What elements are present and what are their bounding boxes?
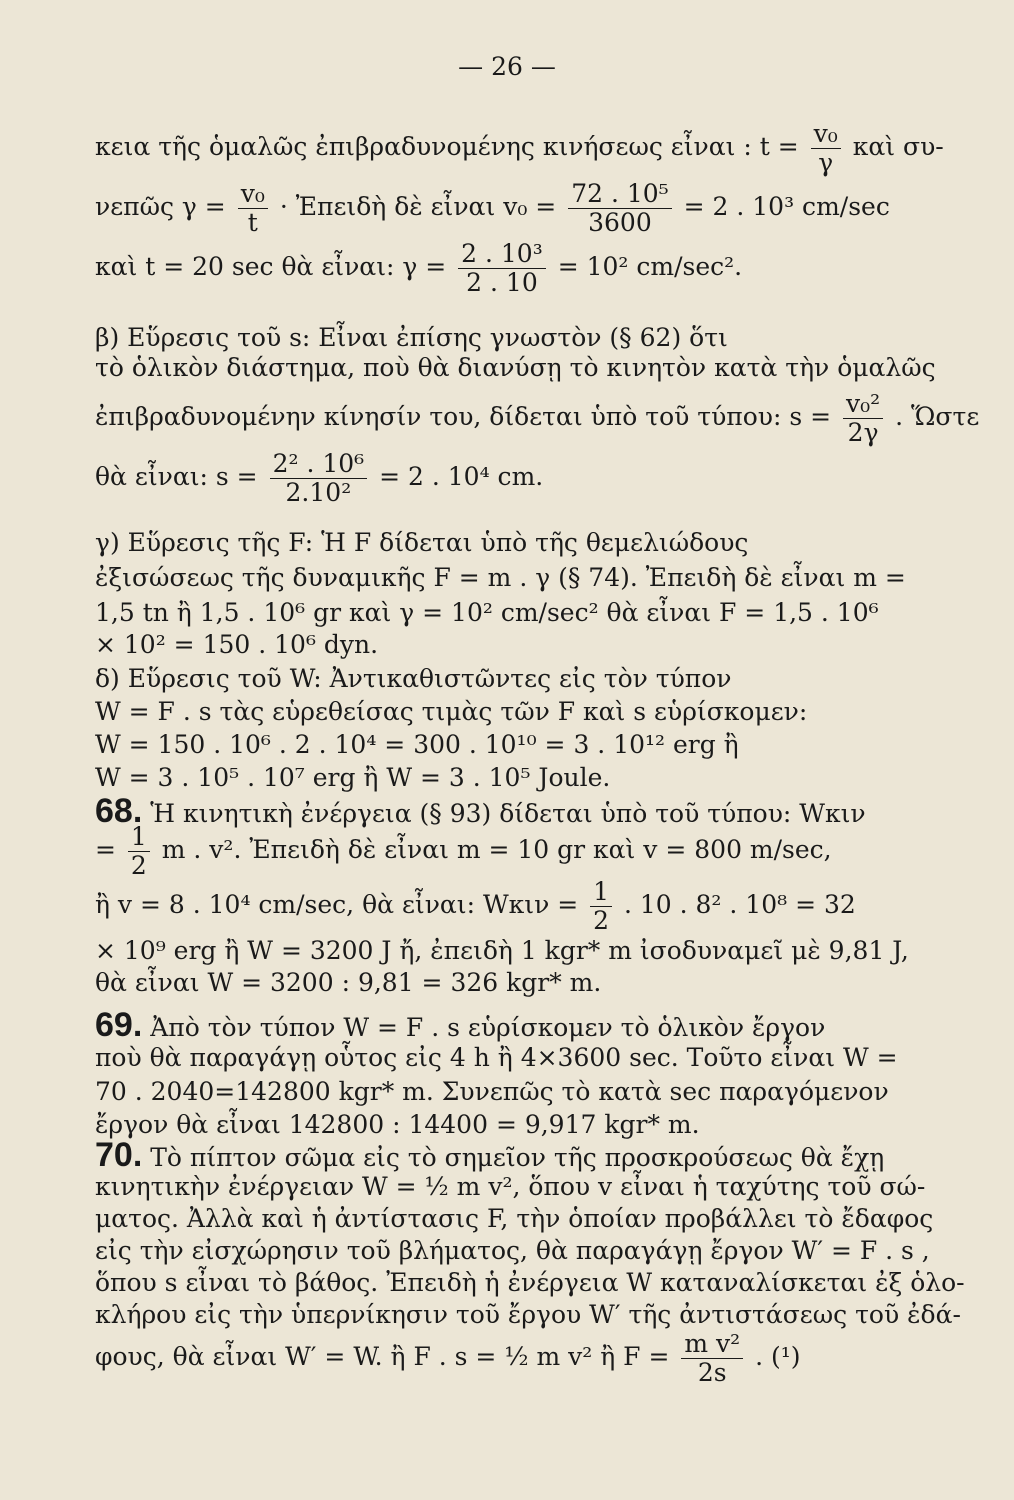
line-15: W = 3 . 10⁵ . 10⁷ erg ἢ W = 3 . 10⁵ Joule. — [95, 763, 611, 792]
paragraph-68-line-3: ἢ v = 8 . 10⁴ cm/sec, θὰ εἶναι: Wκιν = $\frac{1}{2}$ . 10 . 8² . 10⁸ = 32 — [95, 877, 856, 935]
problem-number: 70. — [95, 1136, 143, 1174]
paragraph-70-line-4: εἰς τὴν εἰσχώρησιν τοῦ βλήματος, θὰ παραγάγῃ ἔργον W′ = F . s , — [95, 1236, 930, 1265]
paragraph-68-line-2: = $\frac{1}{2}$ m . v². Ἐπειδὴ δὲ εἶναι m = 10 gr καὶ v = 800 m/sec, — [95, 822, 832, 880]
paragraph-69-line-4: ἔργον θὰ εἶναι 142800 : 14400 = 9,917 kgr* m. — [95, 1110, 700, 1139]
problem-number: 69. — [95, 1006, 143, 1044]
line-10: 1,5 tn ἢ 1,5 . 10⁶ gr καὶ γ = 10² cm/sec² θὰ εἶναι F = 1,5 . 10⁶ — [95, 598, 879, 627]
paragraph-70-line-3: ματος. Ἀλλὰ καὶ ἡ ἀντίστασις F, τὴν ὁποίαν προβάλλει τὸ ἔδαφος — [95, 1204, 934, 1233]
line-1: κεια τῆς ὁμαλῶς ἐπιβραδυνομένης κινήσεως εἶναι : t = $\frac{\text{v₀}}{\gamma}$ καὶ συ- — [95, 119, 944, 177]
paragraph-69-line-2: ποὺ θὰ παραγάγῃ οὗτος εἰς 4 h ἢ 4×3600 sec. Τοῦτο εἶναι W = — [95, 1043, 898, 1072]
page-number: — 26 — — [458, 52, 556, 81]
line-7: θὰ εἶναι: s = $\frac{\text{2² . 10⁶}}{\text{2.10²}}$ = 2 . 10⁴ cm. — [95, 449, 544, 507]
paragraph-70-line-6: κλήρου εἰς τὴν ὑπερνίκησιν τοῦ ἔργου W′ τῆς ἀντιστάσεως τοῦ ἐδά- — [95, 1300, 961, 1329]
paragraph-70-line-1: 70. Τὸ πίπτον σῶμα εἰς τὸ σημεῖον τῆς προσκρούσεως θὰ ἔχῃ — [95, 1136, 885, 1174]
paragraph-70-line-2: κινητικὴν ἐνέργειαν W = ½ m v², ὅπου v εἶναι ἡ ταχύτης τοῦ σώ- — [95, 1172, 926, 1201]
paragraph-68-line-1: 68. Ἡ κινητικὴ ἐνέργεια (§ 93) δίδεται ὑπὸ τοῦ τύπου: Wκιν — [95, 792, 866, 830]
fraction: $\frac{1}{2}$ — [590, 878, 612, 935]
line-13: W = F . s τὰς εὑρεθείσας τιμὰς τῶν F καὶ s εὑρίσκομεν: — [95, 697, 808, 726]
fraction: $\frac{\text{2² . 10⁶}}{\text{2.10²}}$ — [270, 450, 368, 507]
line-4: β) Εὕρεσις τοῦ s: Εἶναι ἐπίσης γνωστὸν (§ 62) ὅτι — [95, 323, 728, 352]
fraction: $\frac{\text{v₀}}{t}$ — [238, 180, 268, 237]
line-11: × 10² = 150 . 10⁶ dyn. — [95, 630, 379, 659]
paragraph-70-line-5: ὅπου s εἶναι τὸ βάθος. Ἐπειδὴ ἡ ἐνέργεια W καταναλίσκεται ἐξ ὁλο- — [95, 1268, 965, 1297]
line-6: ἐπιβραδυνομένην κίνησίν του, δίδεται ὑπὸ τοῦ τύπου: s = $\frac{\text{v₀²}}{2\gamma}$ . Ὥστε — [95, 389, 980, 447]
fraction: $\frac{\text{72 . 10⁵}}{3600}$ — [568, 180, 672, 237]
problem-number: 68. — [95, 792, 143, 830]
line-9: ἐξισώσεως τῆς δυναμικῆς F = m . γ (§ 74). Ἐπειδὴ δὲ εἶναι m = — [95, 563, 906, 592]
line-12: δ) Εὕρεσις τοῦ W: Ἀντικαθιστῶντες εἰς τὸν τύπον — [95, 664, 732, 693]
fraction: $\frac{\text{v₀²}}{2\gamma}$ — [843, 390, 883, 447]
paragraph-69-line-1: 69. Ἀπὸ τὸν τύπον W = F . s εὑρίσκομεν τὸ ὁλικὸν ἔργον — [95, 1006, 826, 1044]
paragraph-68-line-4: × 10⁹ erg ἢ W = 3200 J ἤ, ἐπειδὴ 1 kgr* m ἰσοδυναμεῖ μὲ 9,81 J, — [95, 936, 909, 965]
fraction: $\frac{\text{v₀}}{\gamma}$ — [811, 120, 841, 177]
fraction: $\frac{\text{m v²}}{2s}$ — [681, 1330, 743, 1387]
line-14: W = 150 . 10⁶ . 2 . 10⁴ = 300 . 10¹⁰ = 3 . 10¹² erg ἢ — [95, 730, 739, 759]
paragraph-70-line-7: φους, θὰ εἶναι W′ = W. ἢ F . s = ½ m v² ἢ F = $\frac{\text{m v²}}{2s}$ . (¹) — [95, 1329, 801, 1387]
line-8: γ) Εὕρεσις τῆς F: Ἡ F δίδεται ὑπὸ τῆς θεμελιώδους — [95, 528, 749, 557]
line-2: νεπῶς γ = $\frac{\text{v₀}}{t}$ · Ἐπειδὴ δὲ εἶναι v₀ = $\frac{\text{72 . 10⁵}}{3600}$ = 2 . 10³ cm/sec — [95, 179, 890, 237]
paragraph-68-line-5: θὰ εἶναι W = 3200 : 9,81 = 326 kgr* m. — [95, 968, 602, 997]
fraction: $\frac{\text{2 . 10³}}{2 . 10}$ — [458, 240, 546, 297]
paragraph-69-line-3: 70 . 2040=142800 kgr* m. Συνεπῶς τὸ κατὰ sec παραγόμενον — [95, 1077, 889, 1106]
line-5: τὸ ὁλικὸν διάστημα, ποὺ θὰ διανύσῃ τὸ κινητὸν κατὰ τὴν ὁμαλῶς — [95, 353, 936, 382]
line-3: καὶ t = 20 sec θὰ εἶναι: γ = $\frac{\text{2 . 10³}}{2 . 10}$ = 10² cm/sec². — [95, 239, 743, 297]
fraction: $\frac{1}{2}$ — [128, 823, 150, 880]
